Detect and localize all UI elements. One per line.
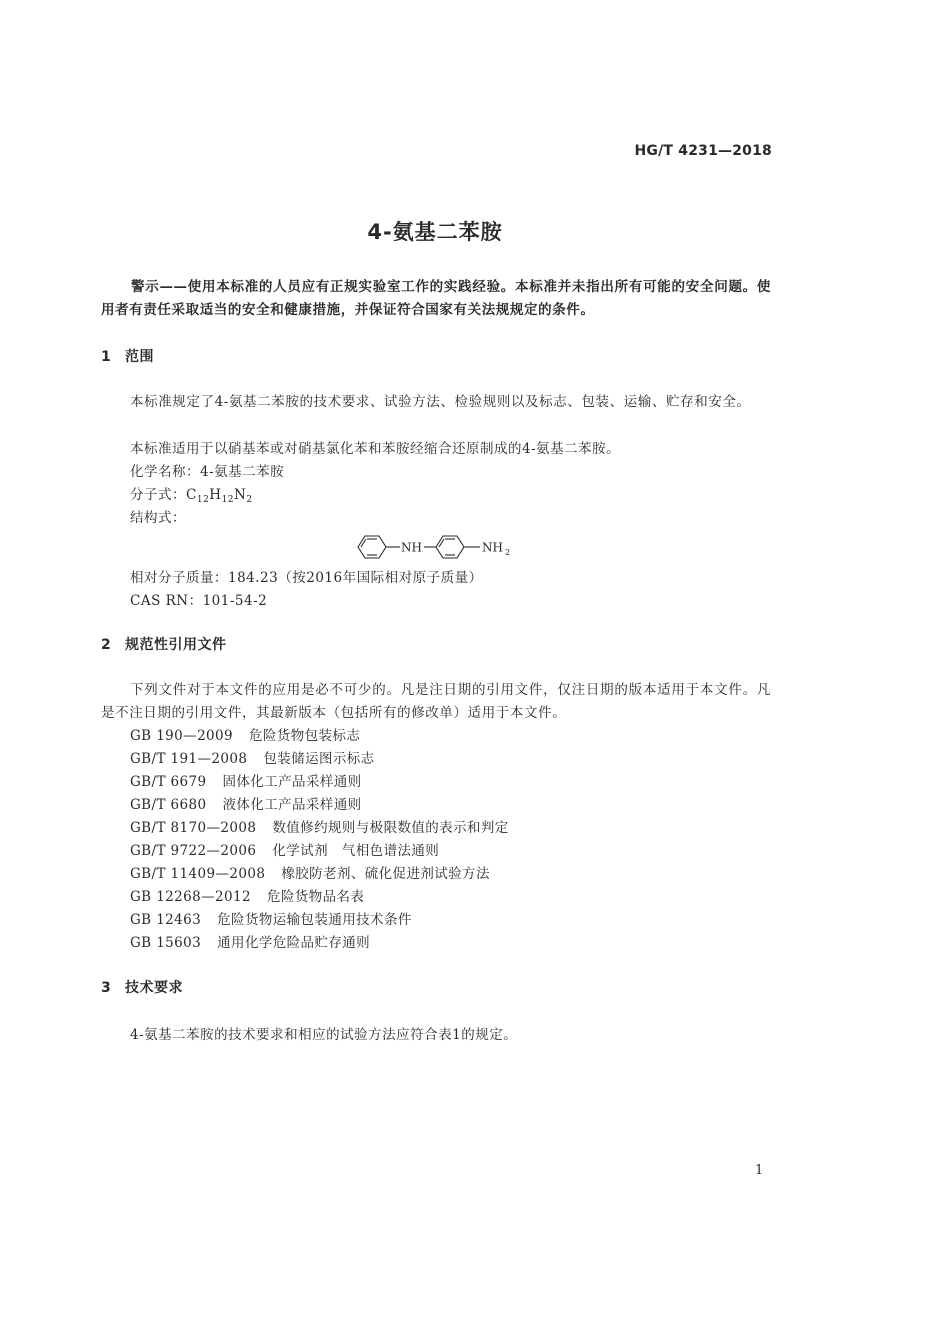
reference-item bbox=[130, 748, 509, 771]
references-intro: 下列文件对于本文件的应用是必不可少的。凡是注日期的引用文件，仅注日期的版本适用于本文件。凡是不注日期的引用文件，其最新版本（包括所有的修改单）适用于本文件。 bbox=[101, 682, 771, 721]
standard-number: HG/T 4231—2018 bbox=[634, 143, 772, 159]
formula-label: 分子式： bbox=[130, 487, 186, 503]
molecular-formula bbox=[130, 483, 253, 505]
section-title: 技术要求 bbox=[125, 980, 183, 996]
reference-title: 包装储运图示标志 bbox=[263, 751, 375, 767]
formula-hydrogen-count: 12 bbox=[221, 495, 235, 505]
section-number: 1 bbox=[101, 349, 112, 365]
warning-paragraph: 警示——使用本标准的人员应有正规实验室工作的实践经验。本标准并未指出所有可能的安全问题。使用者有责任采取适当的安全和健康措施，并保证符合国家有关法规规定的条件。 bbox=[101, 279, 771, 318]
reference-item bbox=[130, 932, 509, 955]
section-title: 范围 bbox=[125, 349, 154, 365]
reference-title: 危险货物运输包装通用技术条件 bbox=[217, 912, 412, 928]
reference-code: GB/T 11409—2008 bbox=[130, 866, 266, 882]
page-number: 1 bbox=[755, 1163, 764, 1178]
reference-code: GB/T 6679 bbox=[130, 774, 207, 790]
formula-nitrogen-count: 2 bbox=[246, 495, 253, 505]
section-number: 3 bbox=[101, 980, 112, 996]
section-2-heading bbox=[101, 634, 227, 654]
reference-code: GB 190—2009 bbox=[130, 728, 234, 744]
scope-paragraph-2: 本标准适用于以硝基苯或对硝基氯化苯和苯胺经缩合还原制成的4-氨基二苯胺。 bbox=[130, 441, 621, 457]
technical-requirements-paragraph: 4-氨基二苯胺的技术要求和相应的试验方法应符合表1的规定。 bbox=[130, 1027, 518, 1043]
reference-item bbox=[130, 886, 509, 909]
chemical-name: 化学名称：4-氨基二苯胺 bbox=[130, 464, 285, 480]
formula-carbon: C bbox=[186, 487, 197, 503]
reference-title: 液体化工产品采样通则 bbox=[222, 797, 362, 813]
reference-item bbox=[130, 794, 509, 817]
section-number: 2 bbox=[101, 637, 112, 653]
reference-code: GB 15603 bbox=[130, 935, 202, 951]
reference-title: 化学试剂 气相色谱法通则 bbox=[272, 843, 440, 859]
reference-title: 危险货物包装标志 bbox=[249, 728, 361, 744]
section-3-heading bbox=[101, 977, 183, 997]
document-title: 4-氨基二苯胺 bbox=[367, 220, 503, 244]
reference-title: 固体化工产品采样通则 bbox=[222, 774, 362, 790]
reference-code: GB/T 8170—2008 bbox=[130, 820, 257, 836]
reference-title: 危险货物品名表 bbox=[267, 889, 365, 905]
reference-item bbox=[130, 909, 509, 932]
reference-list bbox=[130, 725, 509, 955]
formula-carbon-count: 12 bbox=[196, 495, 210, 505]
reference-item bbox=[130, 817, 509, 840]
reference-title: 数值修约规则与极限数值的表示和判定 bbox=[272, 820, 509, 836]
nh-group: NH bbox=[401, 540, 422, 555]
formula-nitrogen: N bbox=[234, 487, 247, 503]
nh2-group: NH bbox=[482, 540, 503, 555]
reference-title: 通用化学危险品贮存通则 bbox=[217, 935, 371, 951]
reference-title: 橡胶防老剂、硫化促进剂试验方法 bbox=[281, 866, 490, 882]
molar-mass: 相对分子质量：184.23（按2016年国际相对原子质量） bbox=[130, 570, 483, 586]
nh2-subscript: 2 bbox=[505, 548, 511, 557]
reference-code: GB 12268—2012 bbox=[130, 889, 251, 905]
structural-formula bbox=[352, 529, 522, 565]
reference-item bbox=[130, 840, 509, 863]
structure-label: 结构式： bbox=[130, 510, 186, 526]
section-title: 规范性引用文件 bbox=[125, 637, 227, 653]
reference-code: GB/T 9722—2006 bbox=[130, 843, 257, 859]
formula-hydrogen: H bbox=[209, 487, 222, 503]
cas-number: CAS RN：101-54-2 bbox=[130, 593, 268, 609]
reference-item bbox=[130, 725, 509, 748]
scope-paragraph-1: 本标准规定了4-氨基二苯胺的技术要求、试验方法、检验规则以及标志、包装、运输、贮存和安全。 bbox=[130, 394, 751, 410]
reference-code: GB/T 191—2008 bbox=[130, 751, 248, 767]
reference-item bbox=[130, 863, 509, 886]
reference-item bbox=[130, 771, 509, 794]
section-1-heading bbox=[101, 346, 154, 366]
reference-code: GB/T 6680 bbox=[130, 797, 207, 813]
reference-code: GB 12463 bbox=[130, 912, 202, 928]
